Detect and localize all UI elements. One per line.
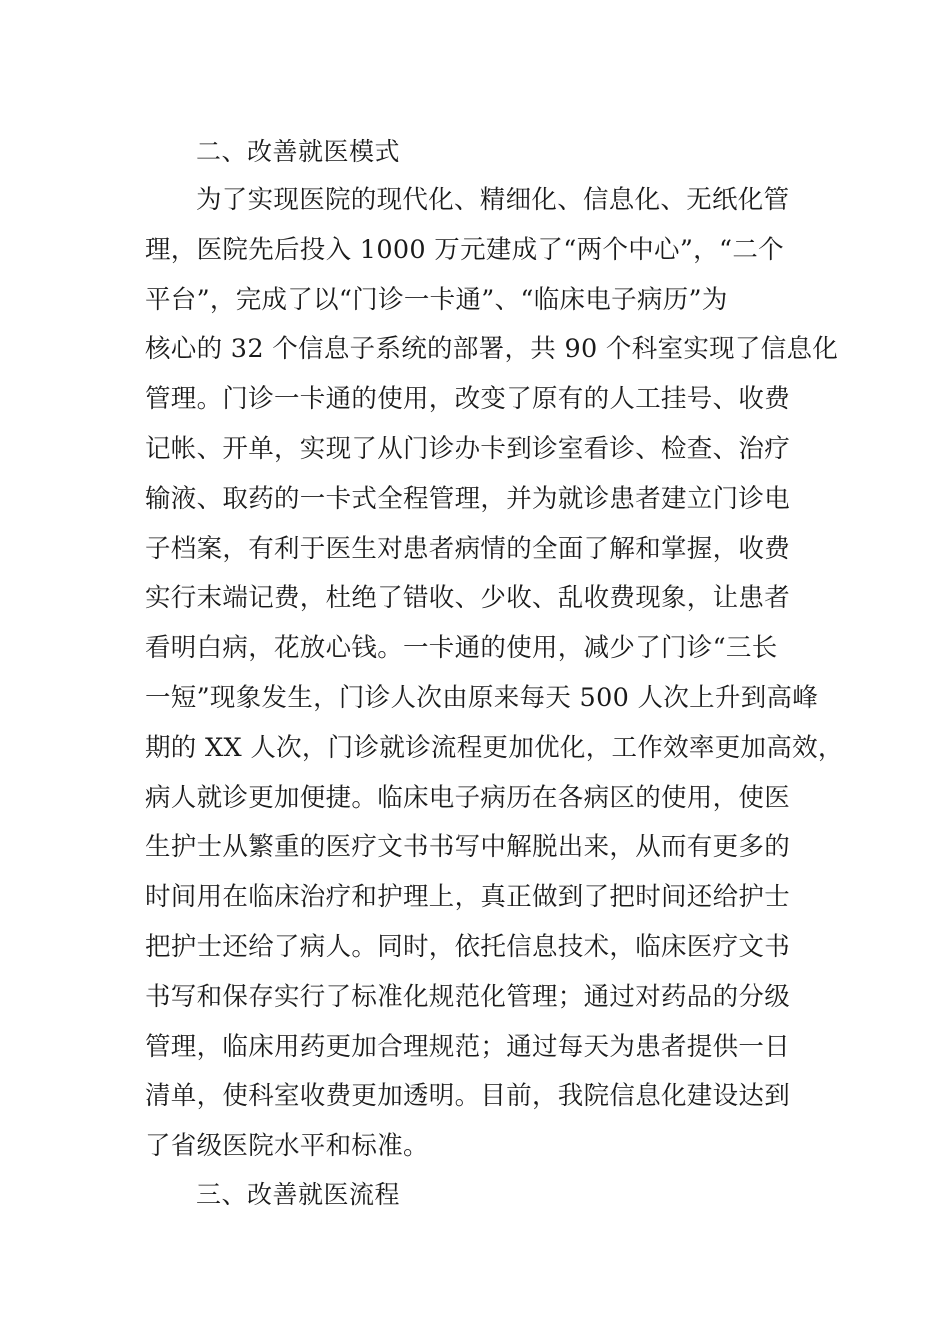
paragraph-line: 把护士还给了病人。同时，依托信息技术，临床医疗文书 [145,931,791,962]
paragraph-line: 子档案，有利于医生对患者病情的全面了解和掌握，收费 [145,533,791,564]
paragraph-line: 核心的 32 个信息子系统的部署，共 90 个科室实现了信息化 [145,334,839,365]
paragraph-line: 管理，临床用药更加合理规范；通过每天为患者提供一日 [145,1031,791,1062]
paragraph-line: 了省级医院水平和标准。 [145,1131,429,1162]
paragraph-line: 为了实现医院的现代化、精细化、信息化、无纸化管 [196,185,790,215]
section-two-paragraph [145,185,845,1181]
paragraph-line: 管理。门诊一卡通的使用，改变了原有的人工挂号、收费 [145,384,791,415]
paragraph-line: 期的 XX 人次，门诊就诊流程更加优化，工作效率更加高效， [145,732,844,763]
paragraph-line: 一短”现象发生，门诊人次由原来每天 500 人次上升到高峰 [145,682,819,713]
paragraph-line: 记帐、开单，实现了从门诊办卡到诊室看诊、检查、治疗 [145,433,791,464]
paragraph-line: 生护士从繁重的医疗文书书写中解脱出来，从而有更多的 [145,832,791,863]
paragraph-line: 病人就诊更加便捷。临床电子病历在各病区的使用，使医 [145,782,791,813]
section-heading-three: 三、改善就医流程 [196,1180,401,1209]
paragraph-line: 理，医院先后投入 1000 万元建成了“两个中心”，“二个 [145,234,784,265]
paragraph-line: 清单，使科室收费更加透明。目前，我院信息化建设达到 [145,1081,791,1112]
paragraph-line: 时间用在临床治疗和护理上，真正做到了把时间还给护士 [145,882,791,913]
section-heading-two: 二、改善就医模式 [196,137,401,166]
paragraph-line: 实行末端记费，杜绝了错收、少收、乱收费现象，让患者 [145,583,791,614]
paragraph-line: 平台”，完成了以“门诊一卡通”、“临床电子病历”为 [145,284,728,315]
paragraph-line: 输液、取药的一卡式全程管理，并为就诊患者建立门诊电 [145,483,791,514]
paragraph-line: 书写和保存实行了标准化规范化管理；通过对药品的分级 [145,981,791,1012]
paragraph-line: 看明白病，花放心钱。一卡通的使用，减少了门诊“三长 [145,633,778,664]
